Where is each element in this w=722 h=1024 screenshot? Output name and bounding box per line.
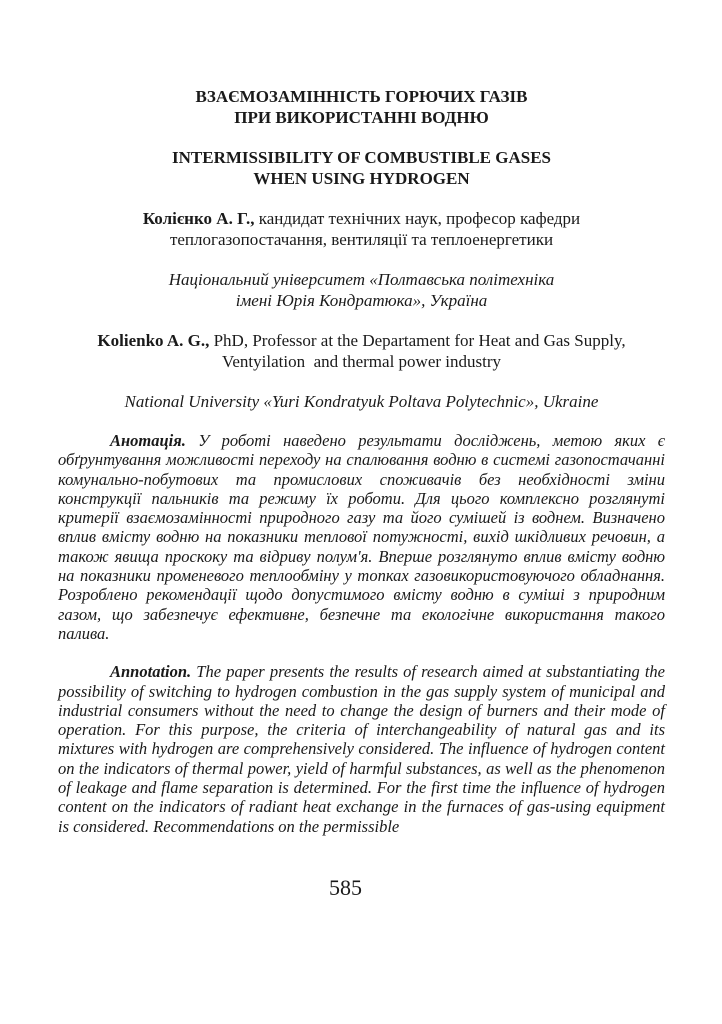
abstract-english-text: The paper presents the results of research aimed at substantiating the possibility of switching to hydrogen combustion in the gas supply system of municipal and industrial consumers without the need to change the design of burners and their mode of operation. For this purpose, the criteria of interchangeability of natural gas and its mixtures with hydrogen are comprehensively considered. The influence of hydrogen content on the indicators of thermal power, yield of harmful substances, as well as the phenomenon of leakage and flame separation is determined. For the first time the influence of hydrogen content on the indicators of radiant heat exchange in the furnaces of gas-using equipment is considered. Recommendations on the permissible (58, 662, 665, 836)
affiliation-ukrainian-line1: Національний університет «Полтавська політехніка (168, 270, 555, 289)
page-number: 585 (329, 874, 362, 900)
title-ukrainian-line2: ПРИ ВИКОРИСТАННІ ВОДНЮ (234, 108, 489, 127)
affiliation-english (58, 391, 665, 412)
author-english-degree: PhD, Professor at the Departament for Heat and Gas Supply, (209, 331, 626, 350)
title-ukrainian (58, 86, 665, 128)
author-english (58, 330, 665, 372)
title-ukrainian-line1: ВЗАЄМОЗАМІННІСТЬ ГОРЮЧИХ ГАЗІВ (195, 87, 528, 106)
abstract-ukrainian (58, 431, 665, 643)
author-english-line1 (58, 330, 665, 351)
author-english-name: Kolienko A. G., (97, 331, 210, 350)
title-english-line1: INTERMISSIBILITY OF COMBUSTIBLE GASES (172, 148, 551, 167)
abstract-english (58, 662, 665, 836)
affiliation-ukrainian (58, 269, 665, 311)
author-ukrainian (58, 208, 665, 250)
title-english-line2: WHEN USING HYDROGEN (253, 169, 470, 188)
author-ukrainian-name: Колієнко А. Г., (142, 209, 255, 228)
abstract-english-label: Annotation. (110, 662, 192, 682)
affiliation-ukrainian-line2: імені Юрія Кондратюка», Україна (235, 291, 488, 310)
author-ukrainian-line2: теплогазопостачання, вентиляції та теплоенергетики (169, 230, 554, 249)
abstract-ukrainian-label: Анотація. (110, 431, 186, 450)
author-english-line2: Ventyilation and thermal power industry (221, 352, 502, 371)
affiliation-english-line1: National University «Yuri Kondratyuk Poltava Polytechnic», Ukraine (124, 392, 599, 411)
author-ukrainian-degree: кандидат технічних наук, професор кафедри (254, 209, 581, 228)
title-english (58, 147, 665, 189)
abstract-ukrainian-text: У роботі наведено результати досліджень, метою яких є обґрунтування можливості переходу на спалювання водню в системі газопостачанні комунально-побутових та промислових споживачів без необхідності зміни конструкції пальників та режиму їх роботи. Для цього комплексно розглянуті критерії взаємозамінності природного газу та його сумішей із воднем. Визначено вплив вмісту водню на показники теплової потужності, вихід шкідливих речовин, а також явища проскоку та відриву полум'я. Вперше розглянуто вплив вмісту водню на показники променевого теплообміну у топках газовикористовуючого обладнання. Розроблено рекомендації щодо допустимого вмісту водню в суміші з природним газом, що забезпечує ефективне, безпечне та екологічне використання такого палива. (58, 431, 665, 643)
author-ukrainian-line1 (58, 208, 665, 229)
